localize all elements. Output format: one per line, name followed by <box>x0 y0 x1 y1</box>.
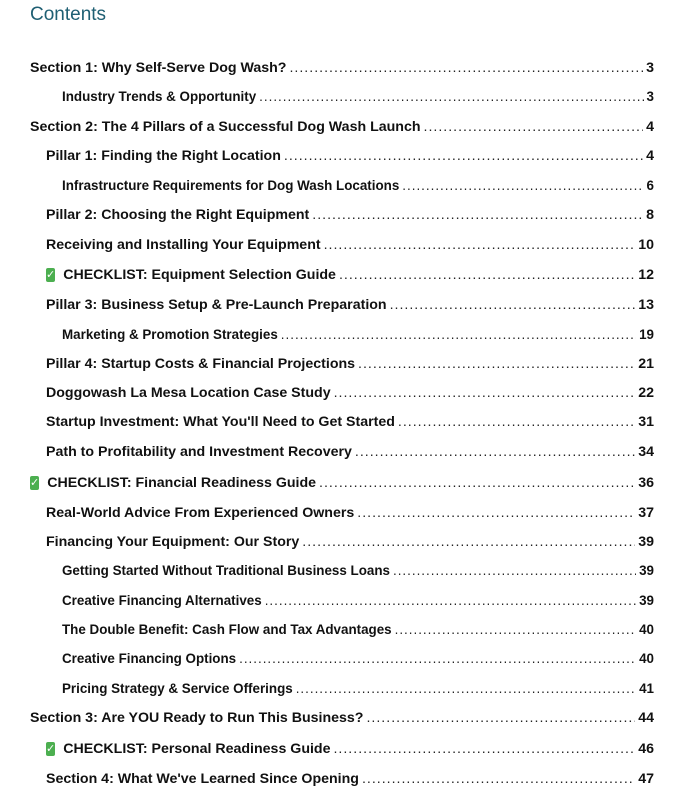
check-mark-icon: ✓ <box>30 477 40 489</box>
toc-entry[interactable] <box>62 327 654 342</box>
toc-page-number: 37 <box>638 505 654 521</box>
toc-entry-title: Section 3: Are YOU Ready to Run This Business? <box>30 710 364 726</box>
toc-entry-title: Pricing Strategy & Service Offerings <box>62 681 293 696</box>
toc-page-number: 34 <box>638 444 654 460</box>
check-mark-icon: ✓ <box>46 743 56 755</box>
toc-entry-title: Marketing & Promotion Strategies <box>62 327 278 342</box>
toc-entry[interactable] <box>46 414 654 430</box>
toc-entry-title: Financing Your Equipment: Our Story <box>46 534 300 550</box>
toc-dot-leader <box>281 327 636 342</box>
toc-entry[interactable] <box>46 741 654 757</box>
toc-entry[interactable] <box>30 119 654 135</box>
toc-page-number: 6 <box>646 178 654 193</box>
toc-dot-leader <box>296 681 636 696</box>
toc-entry-title: Pillar 2: Choosing the Right Equipment <box>46 207 310 223</box>
toc-page-number: 47 <box>638 771 654 787</box>
toc-dot-leader <box>390 297 636 313</box>
toc-entry[interactable] <box>46 207 654 223</box>
toc-entry[interactable] <box>30 710 654 726</box>
toc-page-number: 31 <box>638 414 654 430</box>
toc-entry-title: Pillar 4: Startup Costs & Financial Projections <box>46 356 356 372</box>
toc-dot-leader <box>362 771 635 787</box>
toc-page-number: 39 <box>639 563 654 578</box>
toc-entry[interactable] <box>62 89 654 104</box>
toc-entry[interactable] <box>46 237 654 253</box>
toc-dot-leader <box>324 237 636 253</box>
toc-dot-leader <box>398 414 635 430</box>
toc-entry[interactable] <box>62 563 654 578</box>
toc-dot-leader <box>393 563 636 578</box>
toc-dot-leader <box>355 444 635 460</box>
toc-page-number: 13 <box>638 297 654 313</box>
toc-entry-title: The Double Benefit: Cash Flow and Tax Advantages <box>62 622 392 637</box>
toc-dot-leader <box>284 148 643 164</box>
toc-dot-leader <box>334 385 636 401</box>
toc-entry-title: Pillar 1: Finding the Right Location <box>46 148 281 164</box>
toc-page-number: 8 <box>646 207 654 223</box>
toc-page-number: 41 <box>639 681 654 696</box>
toc-page-number: 21 <box>638 356 654 372</box>
check-mark-icon: ✓ <box>46 269 56 281</box>
toc-page-number: 4 <box>646 119 654 135</box>
toc-dot-leader <box>259 89 643 104</box>
toc-entry-title: CHECKLIST: Personal Readiness Guide <box>63 741 331 757</box>
toc-page-number: 39 <box>638 534 654 550</box>
toc-entry-title: Industry Trends & Opportunity <box>62 89 257 104</box>
toc-entry[interactable] <box>30 60 654 76</box>
toc-dot-leader <box>357 505 635 521</box>
toc-dot-leader <box>333 741 635 757</box>
toc-page-number: 46 <box>638 741 654 757</box>
toc-entry-title: Section 2: The 4 Pillars of a Successful Dog Wash Launch <box>30 119 421 135</box>
toc-entry-title: Real-World Advice From Experienced Owners <box>46 505 355 521</box>
toc-entry-title: Creative Financing Alternatives <box>62 593 262 608</box>
toc-dot-leader <box>402 178 643 193</box>
toc-entry-title: CHECKLIST: Equipment Selection Guide <box>63 267 336 283</box>
toc-dot-leader <box>312 207 643 223</box>
toc-page-number: 10 <box>638 237 654 253</box>
toc-page-number: 22 <box>638 385 654 401</box>
toc-entry[interactable] <box>46 267 654 283</box>
toc-entry-title: Getting Started Without Traditional Business Loans <box>62 563 390 578</box>
toc-entry-title: Pillar 3: Business Setup & Pre-Launch Preparation <box>46 297 387 313</box>
toc-dot-leader <box>339 267 635 283</box>
toc-entry-title: CHECKLIST: Financial Readiness Guide <box>47 475 317 491</box>
toc-entry[interactable] <box>46 444 654 460</box>
toc-dot-leader <box>265 593 636 608</box>
toc-entry[interactable] <box>46 148 654 164</box>
toc-entry[interactable] <box>46 505 654 521</box>
toc-entry[interactable] <box>46 297 654 313</box>
toc-page-number: 3 <box>646 60 654 76</box>
toc-heading: Contents <box>30 4 107 25</box>
toc-entry[interactable] <box>62 178 654 193</box>
toc-entry[interactable] <box>46 534 654 550</box>
toc-dot-leader <box>289 60 643 76</box>
toc-page-number: 3 <box>646 89 654 104</box>
toc-entry-title: Startup Investment: What You'll Need to Get Started <box>46 414 395 430</box>
toc-page-number: 40 <box>639 651 654 666</box>
toc-entry-title: Creative Financing Options <box>62 651 237 666</box>
toc-dot-leader <box>424 119 644 135</box>
toc-dot-leader <box>358 356 635 372</box>
toc-entry[interactable] <box>62 622 654 637</box>
toc-dot-leader <box>395 622 636 637</box>
toc-entry[interactable] <box>46 385 654 401</box>
toc-entry-title: Doggowash La Mesa Location Case Study <box>46 385 331 401</box>
toc-entry-title: Section 4: What We've Learned Since Opening <box>46 771 359 787</box>
toc-dot-leader <box>319 475 635 491</box>
toc-entry-title: Section 1: Why Self-Serve Dog Wash? <box>30 60 287 76</box>
toc-entry[interactable] <box>30 475 654 491</box>
toc-page-number: 4 <box>646 148 654 164</box>
toc-dot-leader <box>239 651 636 666</box>
toc-entry[interactable] <box>46 356 654 372</box>
toc-dot-leader <box>302 534 635 550</box>
toc-page-number: 12 <box>638 267 654 283</box>
toc-page-number: 39 <box>639 593 654 608</box>
toc-entry-title: Infrastructure Requirements for Dog Wash Locations <box>62 178 400 193</box>
toc-entry-title: Receiving and Installing Your Equipment <box>46 237 321 253</box>
toc-entry[interactable] <box>62 681 654 696</box>
toc-page-number: 36 <box>638 475 654 491</box>
toc-page-number: 19 <box>639 327 654 342</box>
toc-page-number: 44 <box>638 710 654 726</box>
toc-entry[interactable] <box>62 593 654 608</box>
toc-entry[interactable] <box>62 651 654 666</box>
toc-entry-title: Path to Profitability and Investment Recovery <box>46 444 352 460</box>
toc-page-number: 40 <box>639 622 654 637</box>
toc-dot-leader <box>366 710 635 726</box>
toc-entry[interactable] <box>46 771 654 787</box>
